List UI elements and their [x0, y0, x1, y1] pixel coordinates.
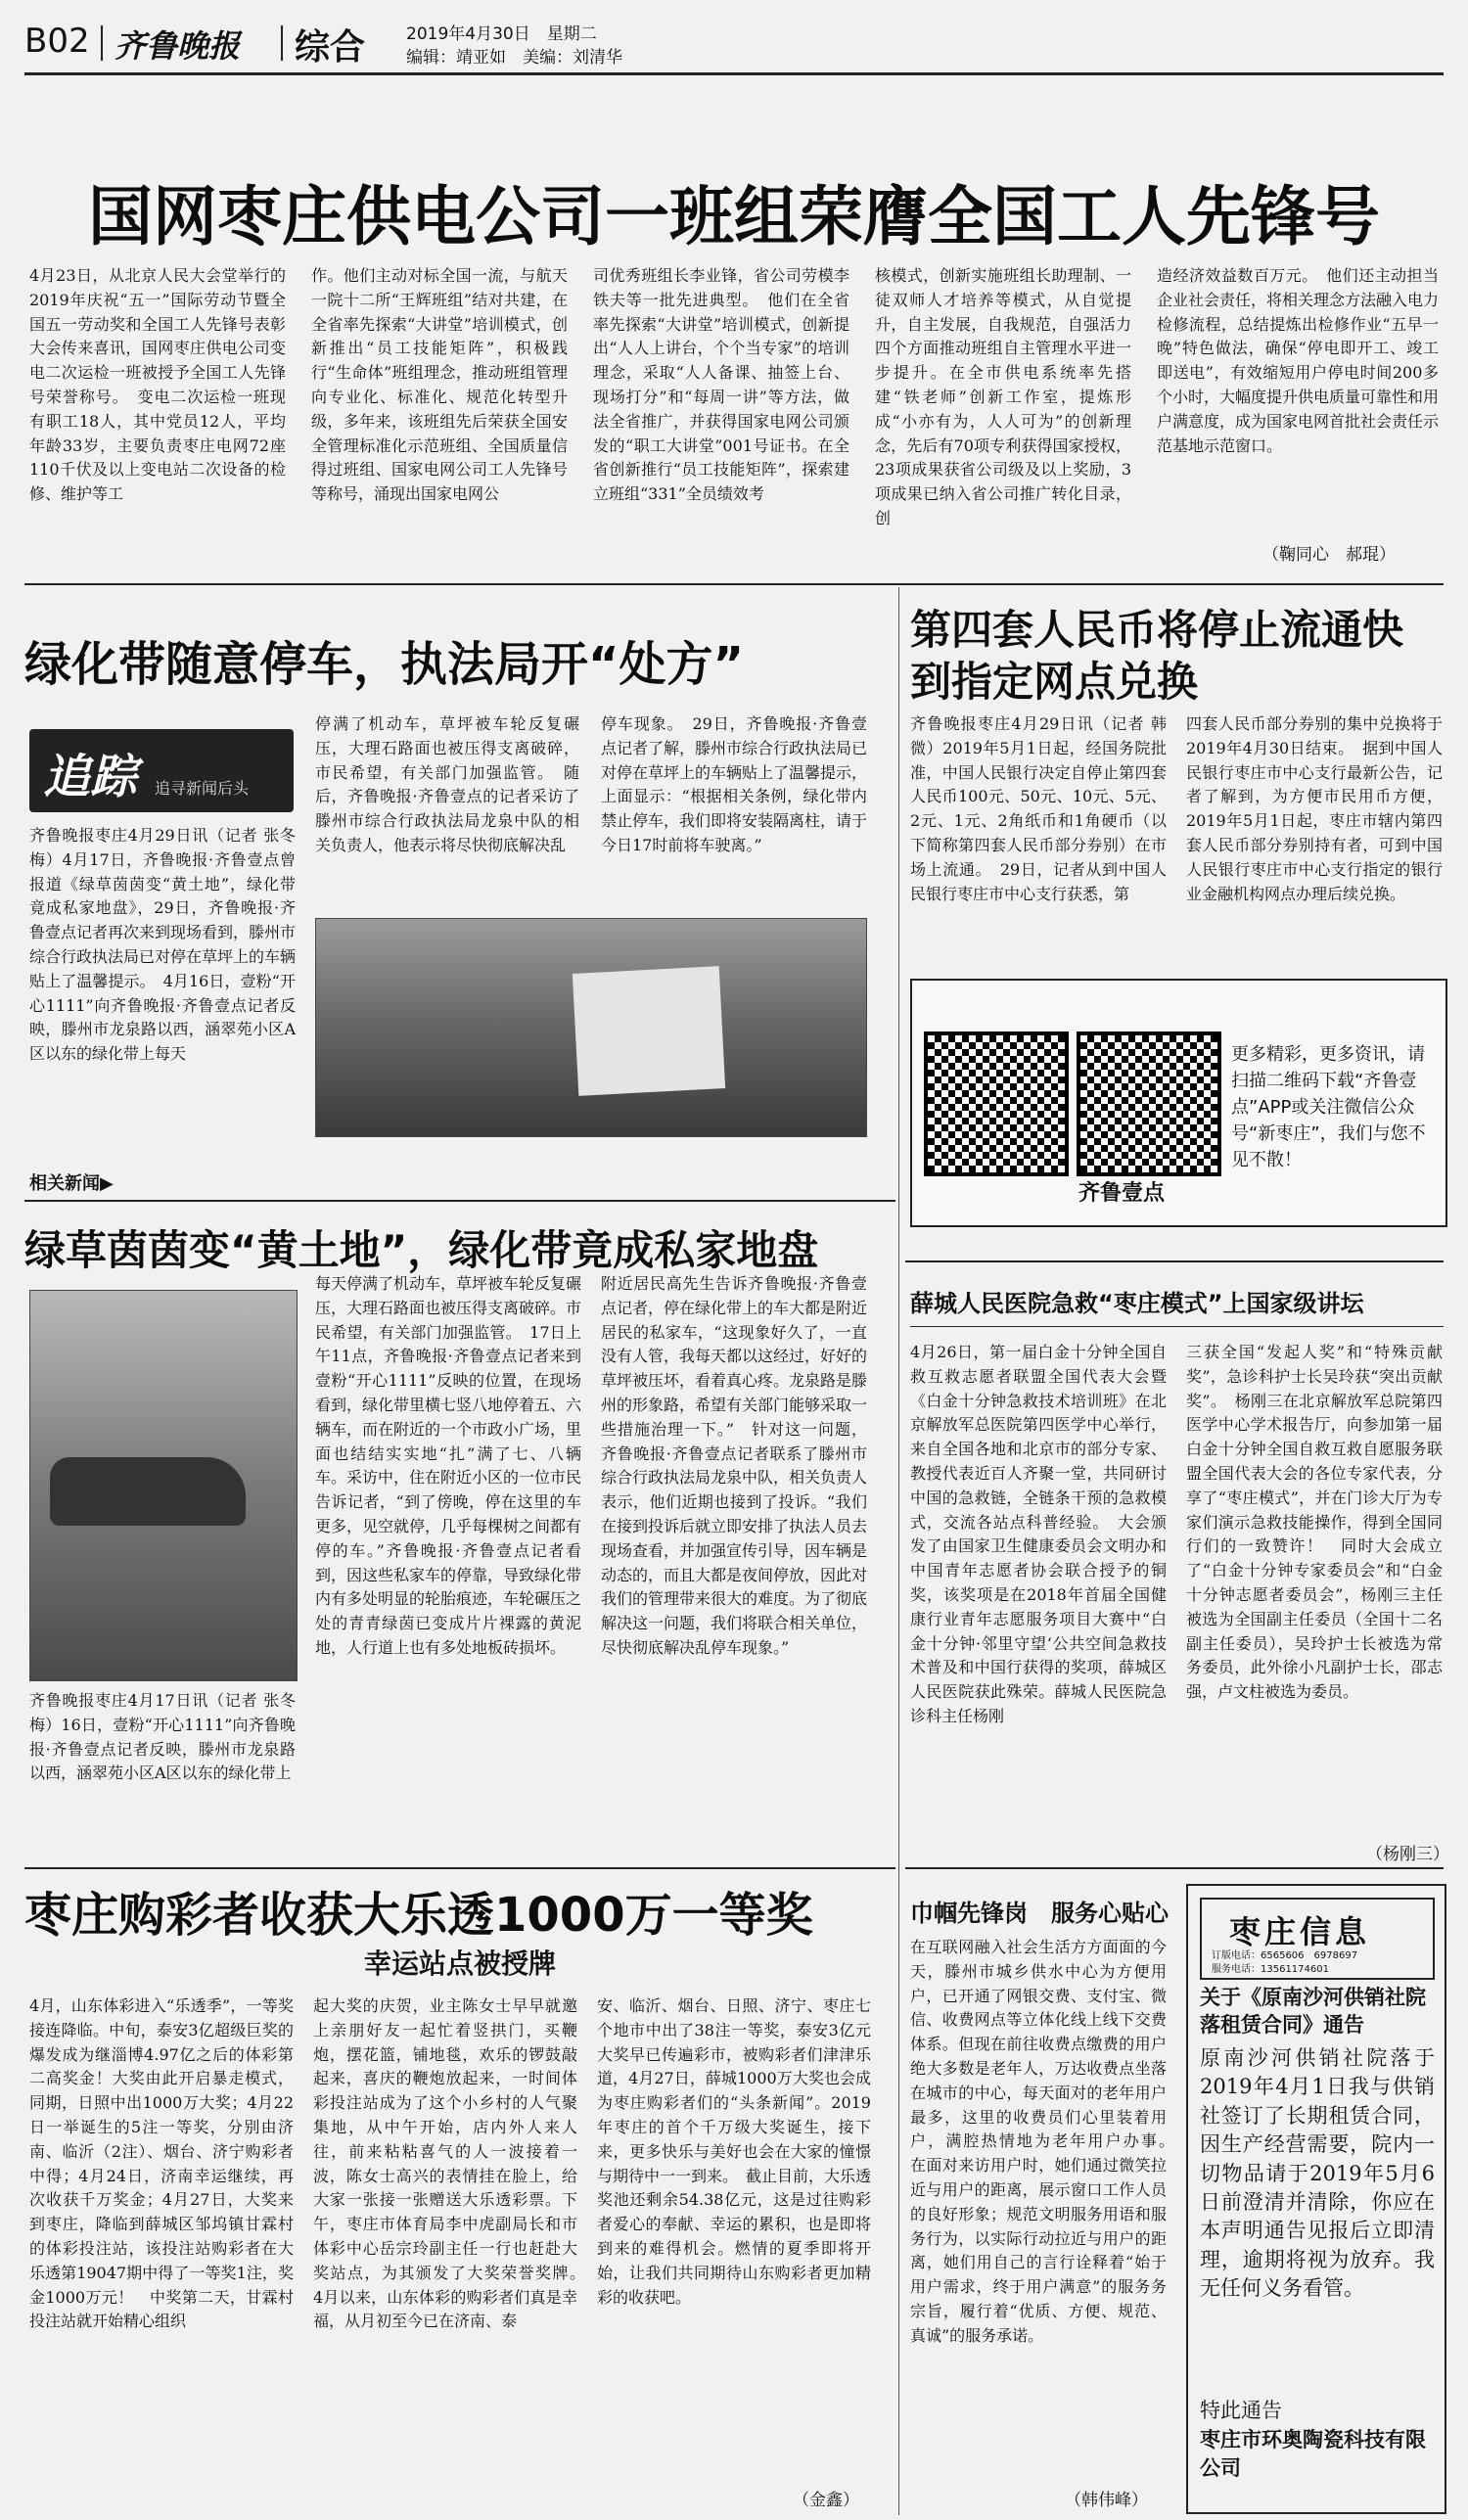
badge-main-text: 追踪	[43, 750, 138, 804]
article4-col2: 每天停满了机动车，草坪被车轮反复碾压，大理石路面也被压得支离破碎。市民希望，有关部门加强监管。 17日上午11点，齐鲁晚报·齐鲁壹点记者来到壹粉“开心1111”反映的位置，在现场看到，绿化带里横七竖八地停着五、六辆车，而在附近的一个市政小广场，里面也结结实实地“扎”满了七、八辆车。采访中，住在附近小区的一位市民告诉记者，“到了傍晚，停在这里的车更多，见空就停，几乎每棵树之间都有停的车。”齐鲁晚报·齐鲁壹点记者看到，因这些私家车的停靠，导致绿化带内有多处明显的轮胎痕迹，车轮碾压之处的青青绿茵已变成片片裸露的黄泥地，人行道上也有多处地板砖损坏。	[315, 1274, 582, 1657]
classified-phone1: 订版电话：6565606 6978697	[1212, 1950, 1358, 1961]
related-news-label: 相关新闻▶	[29, 1173, 114, 1194]
vertical-rule-main	[898, 587, 899, 2515]
notice-end: 特此通告	[1200, 2399, 1282, 2422]
page-header	[24, 18, 1444, 69]
rule-after-article4	[24, 1867, 895, 1869]
article2-col2: 停满了机动车，草坪被车轮反复碾压，大理石路面也被压得支离破碎，市民希望，有关部门加强监管。 随后，齐鲁晚报·齐鲁壹点的记者采访了滕州市综合行政执法局龙泉中队的相关负责人，他表示将尽快彻底解决乱	[315, 714, 579, 854]
header-rule	[24, 72, 1444, 75]
article1-col5: 造经济效益数百万元。 他们还主动担当企业社会责任，将相关理念方法融入电力检修流程，总结提炼出检修作业“五早一晚”特色做法，确保“停电即开工、竣工即送电”，有效缩短用户停电时间200多个小时，大幅度提升供电质量可靠性和用户满意度，成为国家电网首批社会责任示范基地示范窗口。	[1157, 266, 1440, 455]
article6-headline: 枣庄购彩者收获大乐透1000万一等奖	[24, 1888, 813, 1943]
article4-photo	[29, 1290, 298, 1681]
article6-subtitle: 幸运站点被授牌	[363, 1947, 556, 1980]
article5-author: （杨刚三）	[1366, 1845, 1449, 1864]
article2-col1: 齐鲁晚报枣庄4月29日讯（记者 张冬梅）4月17日，齐鲁晚报·齐鲁壹点曾报道《绿草茵茵变“黄土地”，绿化带竟成私家地盘》，29日，齐鲁晚报·齐鲁壹点记者再次来到现场看到，滕州市综合行政执法局已对停在草坪上的车辆贴上了温馨提示。 4月16日，壹粉“开心1111”向齐鲁晚报·齐鲁壹点记者反映，滕州市龙泉路以西，涵翠苑小区A区以东的绿化带上每天	[29, 826, 297, 1064]
qr-code-app[interactable]	[924, 1031, 1069, 1176]
classified-phone2: 服务电话：13561174601	[1212, 1964, 1329, 1975]
article7-col1: 在互联网融入社会生活方方面面的今天，滕州市城乡供水中心为方便用户，已开通了网银交费、支付宝、微信、收费网点等立体化线上线下交费体系。但现在前往收费点缴费的用户绝大多数是老年人，万达收费点坐落在城市的中心，每天面对的老年用户最多，这里的收费员们心里装着用户，满腔热情地为老年用户办事。 在面对来访用户时，她们通过微笑拉近与用户的距离，展示窗口工作人员的良好形象；规范文明服务用语和服务行为，以实际行动拉近与用户的距离，她们用自己的言行诠释着“始于用户需求，终于用户满意”的服务务宗旨，履行着“优质、方便、规范、真诚”的服务承诺。	[910, 1938, 1183, 2345]
article1-author: （鞠同心 郝琨）	[1262, 545, 1396, 565]
article1-col4: 核模式，创新实施班组长助理制、一徒双师人才培养等模式，从自觉提升，自主发展，自我规范，自强活力四个方面推动班组自主管理水平进一步提升。在全市供电系统率先搭建“铁老师”创新工作室，提炼形成“小亦有为，人人可为”的创新理念，先后有70项专利获得国家授权，23项成果获省公司级及以上奖励，3项成果已纳入省公司推广转化目录，创	[875, 266, 1131, 527]
article4-col3: 附近居民高先生告诉齐鲁晚报·齐鲁壹点记者，停在绿化带上的车大都是附近居民的私家车，“这现象好久了，一直没有人管，我每天都以这经过，好好的草坪被压坏，看着真心疼。龙泉路是滕州的形象路，希望有关部门能够采取一些措施治理一下。” 针对这一问题，齐鲁晚报·齐鲁壹点记者联系了滕州市综合行政执法局龙泉中队，相关负责人表示，他们近期也接到了投诉。“我们在接到投诉后就立即安排了执法人员去现场查看，并加强宣传引导，因车辆是动态的，而且大都是夜间停放，因此对我们的管理带来很大的难度。为了彻底解决这一问题，我们将联合相关单位，尽快彻底解决乱停车现象。”	[601, 1274, 868, 1657]
section-name: 综合	[295, 27, 366, 68]
article2-headline: 绿化带随意停车，执法局开“处方”	[24, 637, 745, 692]
issue-date: 2019年4月30日 星期二	[406, 24, 597, 44]
rule-after-article2	[24, 1200, 895, 1202]
article2-badge	[29, 729, 294, 812]
notice-body: 原南沙河供销社院落于2019年4月1日我与供销社签订了长期租赁合同，因生产经营需要，院内一切物品请于2019年5月6日前澄清并清除，你应在本声明通告见报后立即清理，逾期将视为放弃。我无任何义务看管。	[1200, 2046, 1435, 2301]
notice-company: 枣庄市环奥陶瓷科技有限公司	[1200, 2428, 1426, 2481]
promo-brand: 齐鲁壹点	[1078, 1181, 1166, 1206]
article1-col2: 作。他们主动对标全国一流，与航天一院十二所“王辉班组”结对共建，在全省率先探索“大讲堂”培训模式，创新推出“员工技能矩阵”，积极践行“生命体”班组理念，推动班组管理向专业化、标准化、规范化转型升级，多年来，该班组先后荣获全国安全管理标准化示范班组、全国质量信得过班组、国家电网公司工人先锋号等称号，涌现出国家电网公	[311, 266, 568, 504]
article6-col3: 安、临沂、烟台、日照、济宁、枣庄七个地市中出了38注一等奖，泰安3亿元大奖早已传遍彩市，被购彩者们津津乐道，4月27日，薛城1000万大奖也会成为枣庄购彩者们的“头条新闻”。2019年枣庄的首个千万级大奖诞生，接下来，更多快乐与美好也会在大家的憧憬与期待中一一到来。 截止目前，大乐透奖池还剩余54.38亿元，这是过往购彩者爱心的奉献、幸运的累积，也是即将到来的难得机会。燃情的夏季即将开始，让我们共同期待山东购彩者更加精彩的收获吧。	[597, 1996, 872, 2307]
classified-box	[1186, 1884, 1446, 2514]
article3-col1: 齐鲁晚报枣庄4月29日讯（记者 韩微）2019年5月1日起，经国务院批准，中国人民银行决定自停止第四套人民币100元、50元、10元、5元、2元、1元、2角纸币和1角硬币（以下简称第四套人民币部分券别）在市场上流通。 29日，记者从到中国人民银行枣庄市中心支行获悉，第	[910, 714, 1167, 903]
promo-box	[910, 979, 1447, 1227]
classified-header-title: 枣庄信息	[1229, 1913, 1371, 1950]
badge-sub-text: 追寻新闻后头	[155, 779, 250, 798]
article5-headline: 薛城人民医院急救“枣庄模式”上国家级讲坛	[910, 1290, 1364, 1317]
divider-2	[281, 25, 283, 61]
article3-col2: 四套人民币部分券别的集中兑换将于2019年4月30日结束。 据到中国人民银行枣庄市中心支行最新公告，记者了解到，为方便市民用币方便，2019年5月1日起，枣庄市辖内第四套人民币部分券别持有者，可到中国人民银行枣庄市中心支行指定的银行业金融机构网点办理后续兑换。	[1186, 714, 1443, 903]
article1-headline: 国网枣庄供电公司一班组荣膺全国工人先锋号	[88, 179, 1380, 254]
rule-above-article5	[905, 1260, 1444, 1262]
editors: 编辑：靖亚如 美编：刘清华	[406, 48, 622, 68]
article6-col1: 4月，山东体彩进入“乐透季”，一等奖接连降临。中旬，泰安3亿超级巨奖的爆发成为继淄博4.97亿之后的体彩第二高奖金！大奖由此开启暴走模式，同期，日照中出1000万大奖；4月22日一举诞生的5注一等奖，分别由济南、临沂（2注）、烟台、济宁购彩者中得；4月24日，济南幸运继续，再次收获千万奖金；4月27日，大奖来到枣庄，降临到薛城区邹坞镇甘霖村的体彩投注站，该投注站购彩者在大乐透第19047期中得了一等奖1注，奖金1000万元！ 中奖第二天，甘霖村投注站就开始精心组织	[29, 1996, 294, 2331]
article7-headline: 巾帼先锋岗 服务心贴心	[910, 1900, 1169, 1927]
page-number: B02	[24, 22, 90, 61]
rule-under-article5-title	[910, 1326, 1444, 1327]
article1-col1: 4月23日，从北京人民大会堂举行的2019年庆祝“五一”国际劳动节暨全国五一劳动奖和全国工人先锋号表彰大会传来喜讯，国网枣庄供电公司变电二次运检一班被授予全国工人先锋号荣誉称号。 变电二次运检一班现有职工18人，其中党员12人，平均年龄33岁，主要负责枣庄电网72座110千伏及以上变电站二次设备的检修、维护等工	[29, 266, 286, 504]
notice-paper	[573, 966, 725, 1096]
notice-title: 关于《原南沙河供销社院落租赁合同》通告	[1200, 1986, 1426, 2038]
article5-col2: 三获全国“发起人奖”和“特殊贡献奖”，急诊科护士长吴玲获“突出贡献奖”。 杨刚三在北京解放军总院第四医学中心学术报告厅，向参加第一届白金十分钟全国自救互救自愿服务联盟全国代表大会的各位专家代表，分享了“枣庄模式”，并在门诊大厅为专家们演示急救技能操作，得到全国同行们的一致赞许！ 同时大会成立了“白金十分钟专家委员会”和“白金十分钟志愿者委员会”，杨刚三主任被选为全国副主任委员（全国十二名副主任委员），吴玲护士长被选为常务委员，此外徐小凡副护士长，邵志强，卢文柱被选为委员。	[1186, 1343, 1443, 1702]
article6-col2: 起大奖的庆贺，业主陈女士早早就邀上亲朋好友一起忙着竖拱门，买鞭炮，摆花篮，铺地毯，欢乐的锣鼓敲起来，喜庆的鞭炮放起来，一时间体彩投注站成为了这个小乡村的人气聚集地，从中午开始，店内外人来人往，前来粘粘喜气的人一波接着一波，陈女士高兴的表情挂在脸上，给大家一张接一张赠送大乐透彩票。下午，枣庄市体育局李中虎副局长和市体彩中心岳宗玲副主任一行也赶赴大奖站点，为其颁发了大奖荣誉奖牌。 4月以来，山东体彩的购彩者们真是幸福，从月初至今已在济南、泰	[313, 1996, 594, 2331]
article5-col1: 4月26日，第一届白金十分钟全国自救互救志愿者联盟全国代表大会暨《白金十分钟急救技术培训班》在北京解放军总医院第四医学中心举行，来自全国各地和北京市的部分专家、教授代表近百人齐聚一堂，共同研讨中国的急救链，全链条干预的急救模式，交流各站点科普经验。 大会颁发了由国家卫生健康委员会文明办和中国青年志愿者协会联合授予的铜奖，该奖项是在2018年首届全国健康行业青年志愿服务项目大赛中“白金十分钟·邻里守望‘公共空间急救技术普及和中国行获得的奖项，薛城区人民医院获此殊荣。薛城人民医院急诊科主任杨刚	[910, 1343, 1167, 1725]
promo-text: 更多精彩，更多资讯，请扫描二维码下载“齐鲁壹点”APP或关注微信公众号“新枣庄”，我们与您不见不散！	[1231, 1044, 1426, 1170]
article1-col3: 司优秀班组长李业锋，省公司劳模李铁夫等一批先进典型。 他们在全省率先探索“大讲堂”培训模式，创新提出“人人上讲台，个个当专家”的培训理念，采取“人人备课、抽签上台、现场打分”和“每周一讲”等方法，做法全省推广，并获得国家电网公司颁发的“职工大讲堂”001号证书。在全省创新推行“员工技能矩阵”，探索建立班组“331”全员绩效考	[593, 266, 849, 504]
article3-headline: 第四套人民币将停止流通快到指定网点兑换	[910, 606, 1404, 706]
rule-after-article5	[905, 1867, 1444, 1869]
divider-1	[101, 25, 103, 61]
article2-col3: 停车现象。 29日，齐鲁晚报·齐鲁壹点记者了解，滕州市综合行政执法局已对停在草坪上的车辆贴上了温馨提示，上面显示：“根据相关条例，绿化带内禁止停车，我们即将安装隔离柱，请于今日17时前将车驶离。”	[601, 714, 868, 854]
article2-photo	[315, 918, 867, 1137]
rule-after-article1	[24, 583, 1444, 585]
article4-caption: 齐鲁晚报枣庄4月17日讯（记者 张冬梅）16日，壹粉“开心1111”向齐鲁晚报·齐鲁壹点记者反映，滕州市龙泉路以西，涵翠苑小区A区以东的绿化带上	[29, 1691, 296, 1783]
article7-author: （韩伟峰）	[1065, 2491, 1148, 2510]
parked-car	[50, 1457, 246, 1526]
paper-logo: 齐鲁晚报	[115, 27, 241, 65]
article4-headline: 绿草茵茵变“黄土地”，绿化带竟成私家地盘	[24, 1226, 819, 1274]
classified-header	[1200, 1898, 1435, 1980]
article6-author: （金鑫）	[793, 2491, 859, 2510]
qr-code-wechat[interactable]	[1077, 1031, 1221, 1176]
